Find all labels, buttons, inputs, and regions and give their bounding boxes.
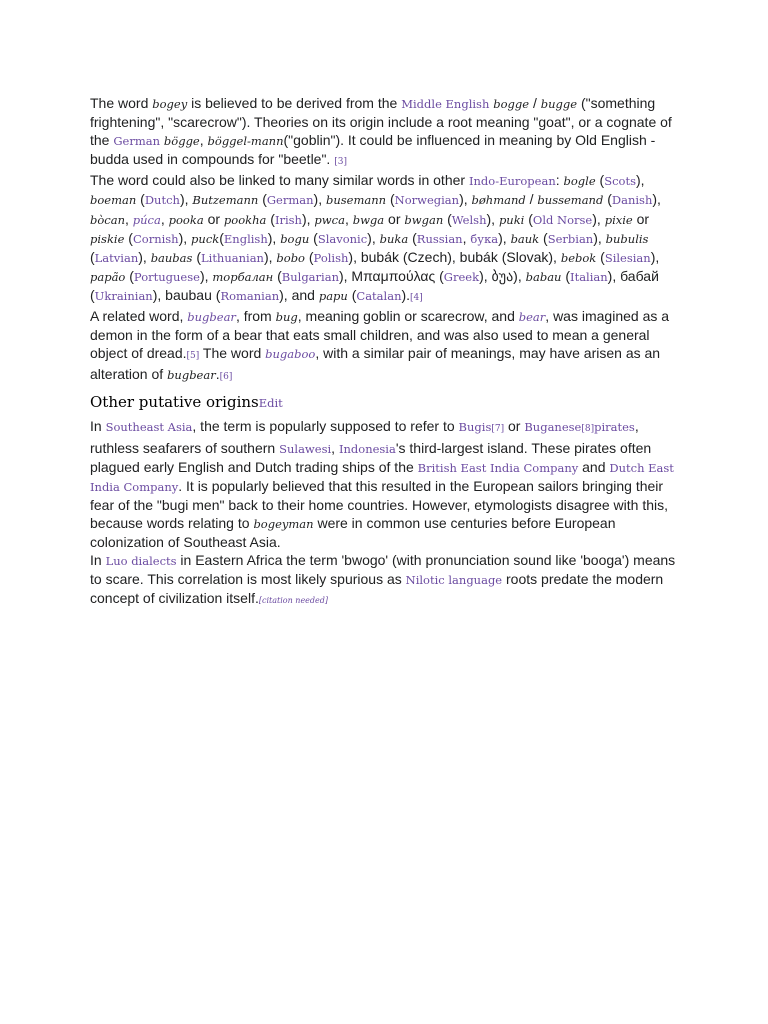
text-run: ( xyxy=(124,229,133,246)
wiki-link[interactable]: Slavonic xyxy=(317,231,368,246)
text-run: ( xyxy=(136,191,145,208)
text-run: , meaning goblin or scarecrow, and xyxy=(297,308,519,325)
text-run: , the term is popularly supposed to refer to xyxy=(192,418,459,435)
wiki-link[interactable]: Catalan xyxy=(356,288,402,303)
wiki-link[interactable]: Greek xyxy=(443,269,480,284)
italic-term: bòcan xyxy=(90,212,125,227)
text-run: in Eastern Africa the term 'bwogo' (with pronunciation sound like 'booga') means to scare. This correlation is most likely spurious as xyxy=(90,552,676,588)
wiki-link[interactable]: Polish xyxy=(313,250,349,265)
text-run: ( xyxy=(386,191,395,208)
article-body xyxy=(90,94,680,610)
wiki-link[interactable]: Indo-European xyxy=(468,174,556,189)
wiki-link[interactable]: Indonesia xyxy=(338,441,396,456)
italic-term: торбалан xyxy=(212,269,274,284)
text-run: ), xyxy=(650,248,660,265)
section-heading xyxy=(90,392,680,413)
wiki-link[interactable]: Old Norse xyxy=(532,212,593,227)
wiki-link[interactable]: Buganese xyxy=(524,420,582,435)
text-run: ( xyxy=(595,172,605,189)
wiki-link[interactable]: German xyxy=(113,134,161,149)
text-run: ( xyxy=(603,191,612,208)
text-run: ), xyxy=(635,172,645,189)
italic-term: busemann xyxy=(326,193,387,208)
text-run: ), бабай ( xyxy=(90,267,659,303)
italic-term: papu xyxy=(318,288,348,303)
text-run: ), xyxy=(179,191,193,208)
reference-link[interactable]: [3] xyxy=(334,157,347,168)
text-run: , from xyxy=(235,308,276,325)
italic-term: bug xyxy=(275,310,298,325)
text-run: ( xyxy=(309,229,318,246)
italic-term: bauk xyxy=(510,231,540,246)
wiki-link[interactable]: Irish xyxy=(274,212,302,227)
reference-link[interactable]: [6] xyxy=(219,372,233,383)
text-run: ( xyxy=(273,267,282,284)
paragraph-cognates xyxy=(90,171,680,307)
text-run: ), xyxy=(459,191,472,208)
text-run: roots predate the modern concept of civilization itself. xyxy=(90,571,664,607)
section-title: Other putative origins xyxy=(90,393,259,412)
text-run: . xyxy=(215,366,220,383)
italic-term: babau xyxy=(525,269,562,284)
italic-term: boeman xyxy=(90,193,137,208)
italic-term: bøhmand xyxy=(471,193,526,208)
wiki-link-italic[interactable]: bear xyxy=(518,310,546,325)
text-run: ), and xyxy=(279,286,319,303)
wiki-link[interactable]: Luo dialects xyxy=(105,554,177,569)
paragraph-etymology xyxy=(90,94,680,171)
wiki-link[interactable]: Sulawesi xyxy=(279,441,332,456)
text-run: ), xyxy=(199,267,213,284)
italic-term: Butzemann xyxy=(192,193,259,208)
text-run: ( xyxy=(90,248,95,265)
text-run: ("something frightening", "scarecrow"). Theories on its origin include a root meaning "goat", or a cognate of the xyxy=(90,95,672,149)
italic-term: puck xyxy=(191,231,220,246)
text-run: , xyxy=(125,210,133,227)
italic-term: bögge xyxy=(163,134,200,149)
italic-term: bogge xyxy=(493,97,530,111)
text-run: In xyxy=(90,418,106,435)
wiki-link[interactable]: Italian xyxy=(570,269,608,284)
text-run: ), bubák (Czech), bubák (Slovak), xyxy=(348,248,561,265)
reference-link[interactable]: [7] xyxy=(491,424,505,435)
wiki-link[interactable]: Scots xyxy=(604,174,636,189)
italic-term: böggel-mann xyxy=(207,134,284,149)
text-run: ), xyxy=(592,210,605,227)
reference-link[interactable]: [4] xyxy=(410,292,423,303)
wiki-link[interactable]: Lithuanian xyxy=(201,250,264,265)
text-run: ( xyxy=(266,210,275,227)
wiki-link[interactable]: Norwegian xyxy=(394,193,460,208)
wiki-link[interactable]: Cornish xyxy=(132,231,179,246)
wiki-link[interactable]: бука xyxy=(470,231,499,246)
text-run: ), Μπαμπούλας ( xyxy=(338,267,444,284)
wiki-link[interactable]: pirates xyxy=(594,420,635,435)
text-run: A related word, xyxy=(90,308,188,325)
paragraph-luo xyxy=(90,551,680,610)
text-run: , with a similar pair of meanings, may have arisen as an alteration of xyxy=(90,345,661,383)
wiki-link[interactable]: Bulgarian xyxy=(281,269,339,284)
text-run: ), xyxy=(267,229,281,246)
italic-term: bwgan xyxy=(404,212,444,227)
text-run: ( xyxy=(347,286,357,303)
italic-term: bwga xyxy=(352,212,385,227)
text-run: : xyxy=(555,172,564,189)
text-run: , xyxy=(331,439,339,456)
wiki-link-italic[interactable]: púca xyxy=(132,212,161,227)
italic-term: baubas xyxy=(150,250,193,265)
italic-term: pixie xyxy=(604,212,633,227)
text-run: ( xyxy=(258,191,267,208)
text-run: ( xyxy=(192,248,201,265)
italic-term: bogle xyxy=(563,174,596,189)
text-run: In xyxy=(90,552,106,569)
wiki-link[interactable]: Welsh xyxy=(451,212,487,227)
wiki-link[interactable]: Middle English xyxy=(401,97,490,111)
wiki-link[interactable]: Nilotic language xyxy=(405,573,503,588)
text-run: , xyxy=(344,210,353,227)
text-run: The word xyxy=(199,345,266,362)
wiki-link[interactable]: Serbian xyxy=(547,231,594,246)
italic-term: piskie xyxy=(90,231,125,246)
wiki-link[interactable]: Dutch East India Company xyxy=(90,460,674,494)
wiki-link[interactable]: Danish xyxy=(611,193,653,208)
text-run: , xyxy=(199,132,208,149)
wiki-link[interactable]: Dutch xyxy=(144,193,180,208)
italic-term: bogey xyxy=(152,97,188,111)
italic-term: bubulis xyxy=(605,231,649,246)
text-run: or xyxy=(504,418,525,435)
reference-link[interactable]: [8] xyxy=(581,424,595,435)
text-run: ( xyxy=(443,210,452,227)
italic-term: bussemand xyxy=(537,193,604,208)
text-run: ), xyxy=(498,229,511,246)
paragraph-southeast-asia xyxy=(90,417,680,551)
italic-term: bugge xyxy=(540,97,578,111)
text-run: ), xyxy=(263,248,277,265)
text-run: ( xyxy=(125,267,134,284)
text-run: ). xyxy=(401,286,411,303)
text-run: ), xyxy=(367,229,380,246)
text-run: 's third-largest island. These pirates often plagued early English and Dutch trading ships of the xyxy=(90,439,652,475)
paragraph-bugbear xyxy=(90,307,680,386)
italic-term: puki xyxy=(498,212,525,227)
text-run: The word xyxy=(90,95,153,111)
italic-term: bugbear xyxy=(167,368,216,383)
italic-term: pooka xyxy=(168,212,204,227)
wiki-link[interactable]: German xyxy=(266,193,314,208)
text-run: ), xyxy=(593,229,606,246)
text-run: ), xyxy=(138,248,151,265)
text-run: The word could also be linked to many similar words in other xyxy=(90,172,469,189)
wiki-link[interactable]: Bugis xyxy=(458,420,492,435)
text-run: , ruthless seafarers of southern xyxy=(90,418,639,456)
text-run: were in common use centuries before European colonization of Southeast Asia. xyxy=(90,514,616,550)
wiki-link[interactable]: British East India Company xyxy=(417,460,579,475)
italic-term: papão xyxy=(90,269,126,284)
italic-term: bobo xyxy=(276,250,305,265)
wiki-link[interactable]: Portuguese xyxy=(133,269,200,284)
wiki-link[interactable]: Russian xyxy=(416,231,463,246)
wiki-link[interactable]: Romanian xyxy=(220,288,280,303)
italic-term: buka xyxy=(379,231,409,246)
text-run: ( xyxy=(561,267,571,284)
wiki-link-italic[interactable]: bugaboo xyxy=(265,347,316,362)
wiki-link[interactable]: English xyxy=(223,231,268,246)
wiki-link[interactable]: Southeast Asia xyxy=(105,420,193,435)
text-run: ( xyxy=(219,229,224,246)
reference-link[interactable]: [5] xyxy=(186,351,200,362)
italic-term: pookha xyxy=(223,212,267,227)
text-run: ( xyxy=(539,229,548,246)
wiki-link-italic[interactable]: bugbear xyxy=(187,310,236,325)
text-run: , xyxy=(160,210,169,227)
wiki-link[interactable]: Latvian xyxy=(94,250,139,265)
text-run: ("goblin"). It could be influenced in meaning by Old English -budda used in compounds for "beetle". xyxy=(90,132,656,168)
italic-term: bebok xyxy=(560,250,597,265)
text-run: ), ბუა), xyxy=(479,267,526,284)
wiki-link[interactable]: Silesian xyxy=(604,250,651,265)
edit-section-link[interactable]: Edit xyxy=(258,396,283,411)
text-run: or xyxy=(203,210,224,227)
text-run: / xyxy=(529,95,541,111)
text-run: ), xyxy=(486,210,499,227)
text-run: ), xyxy=(178,229,192,246)
text-run: , was imagined as a demon in the form of a bear that eats small children, and was also used to mean a general object of dread. xyxy=(90,308,670,362)
text-run: , xyxy=(462,229,471,246)
text-run: ), xyxy=(652,191,661,208)
text-run: ), xyxy=(313,191,326,208)
italic-term: bogu xyxy=(280,231,310,246)
text-run: . It is popularly believed that this resulted in the European sailors bringing their fear of the "bugi men" back to their home countries. However, etymologists disagree with this, because words relating to xyxy=(90,477,668,531)
text-run: ), baubau ( xyxy=(152,286,221,303)
citation-needed-link[interactable]: [citation needed] xyxy=(258,596,329,606)
text-run: / xyxy=(525,191,538,208)
text-run: ( xyxy=(304,248,314,265)
text-run: ( xyxy=(524,210,533,227)
text-run: is believed to be derived from the xyxy=(187,95,402,111)
text-run: and xyxy=(578,458,610,475)
text-run: or xyxy=(384,210,405,227)
wiki-link[interactable]: Ukrainian xyxy=(94,288,153,303)
text-run: ), xyxy=(301,210,315,227)
italic-term: pwca xyxy=(314,212,345,227)
text-run: ( xyxy=(596,248,605,265)
text-run: or xyxy=(632,210,650,227)
italic-term: bogeyman xyxy=(253,516,314,531)
text-run: ( xyxy=(408,229,417,246)
